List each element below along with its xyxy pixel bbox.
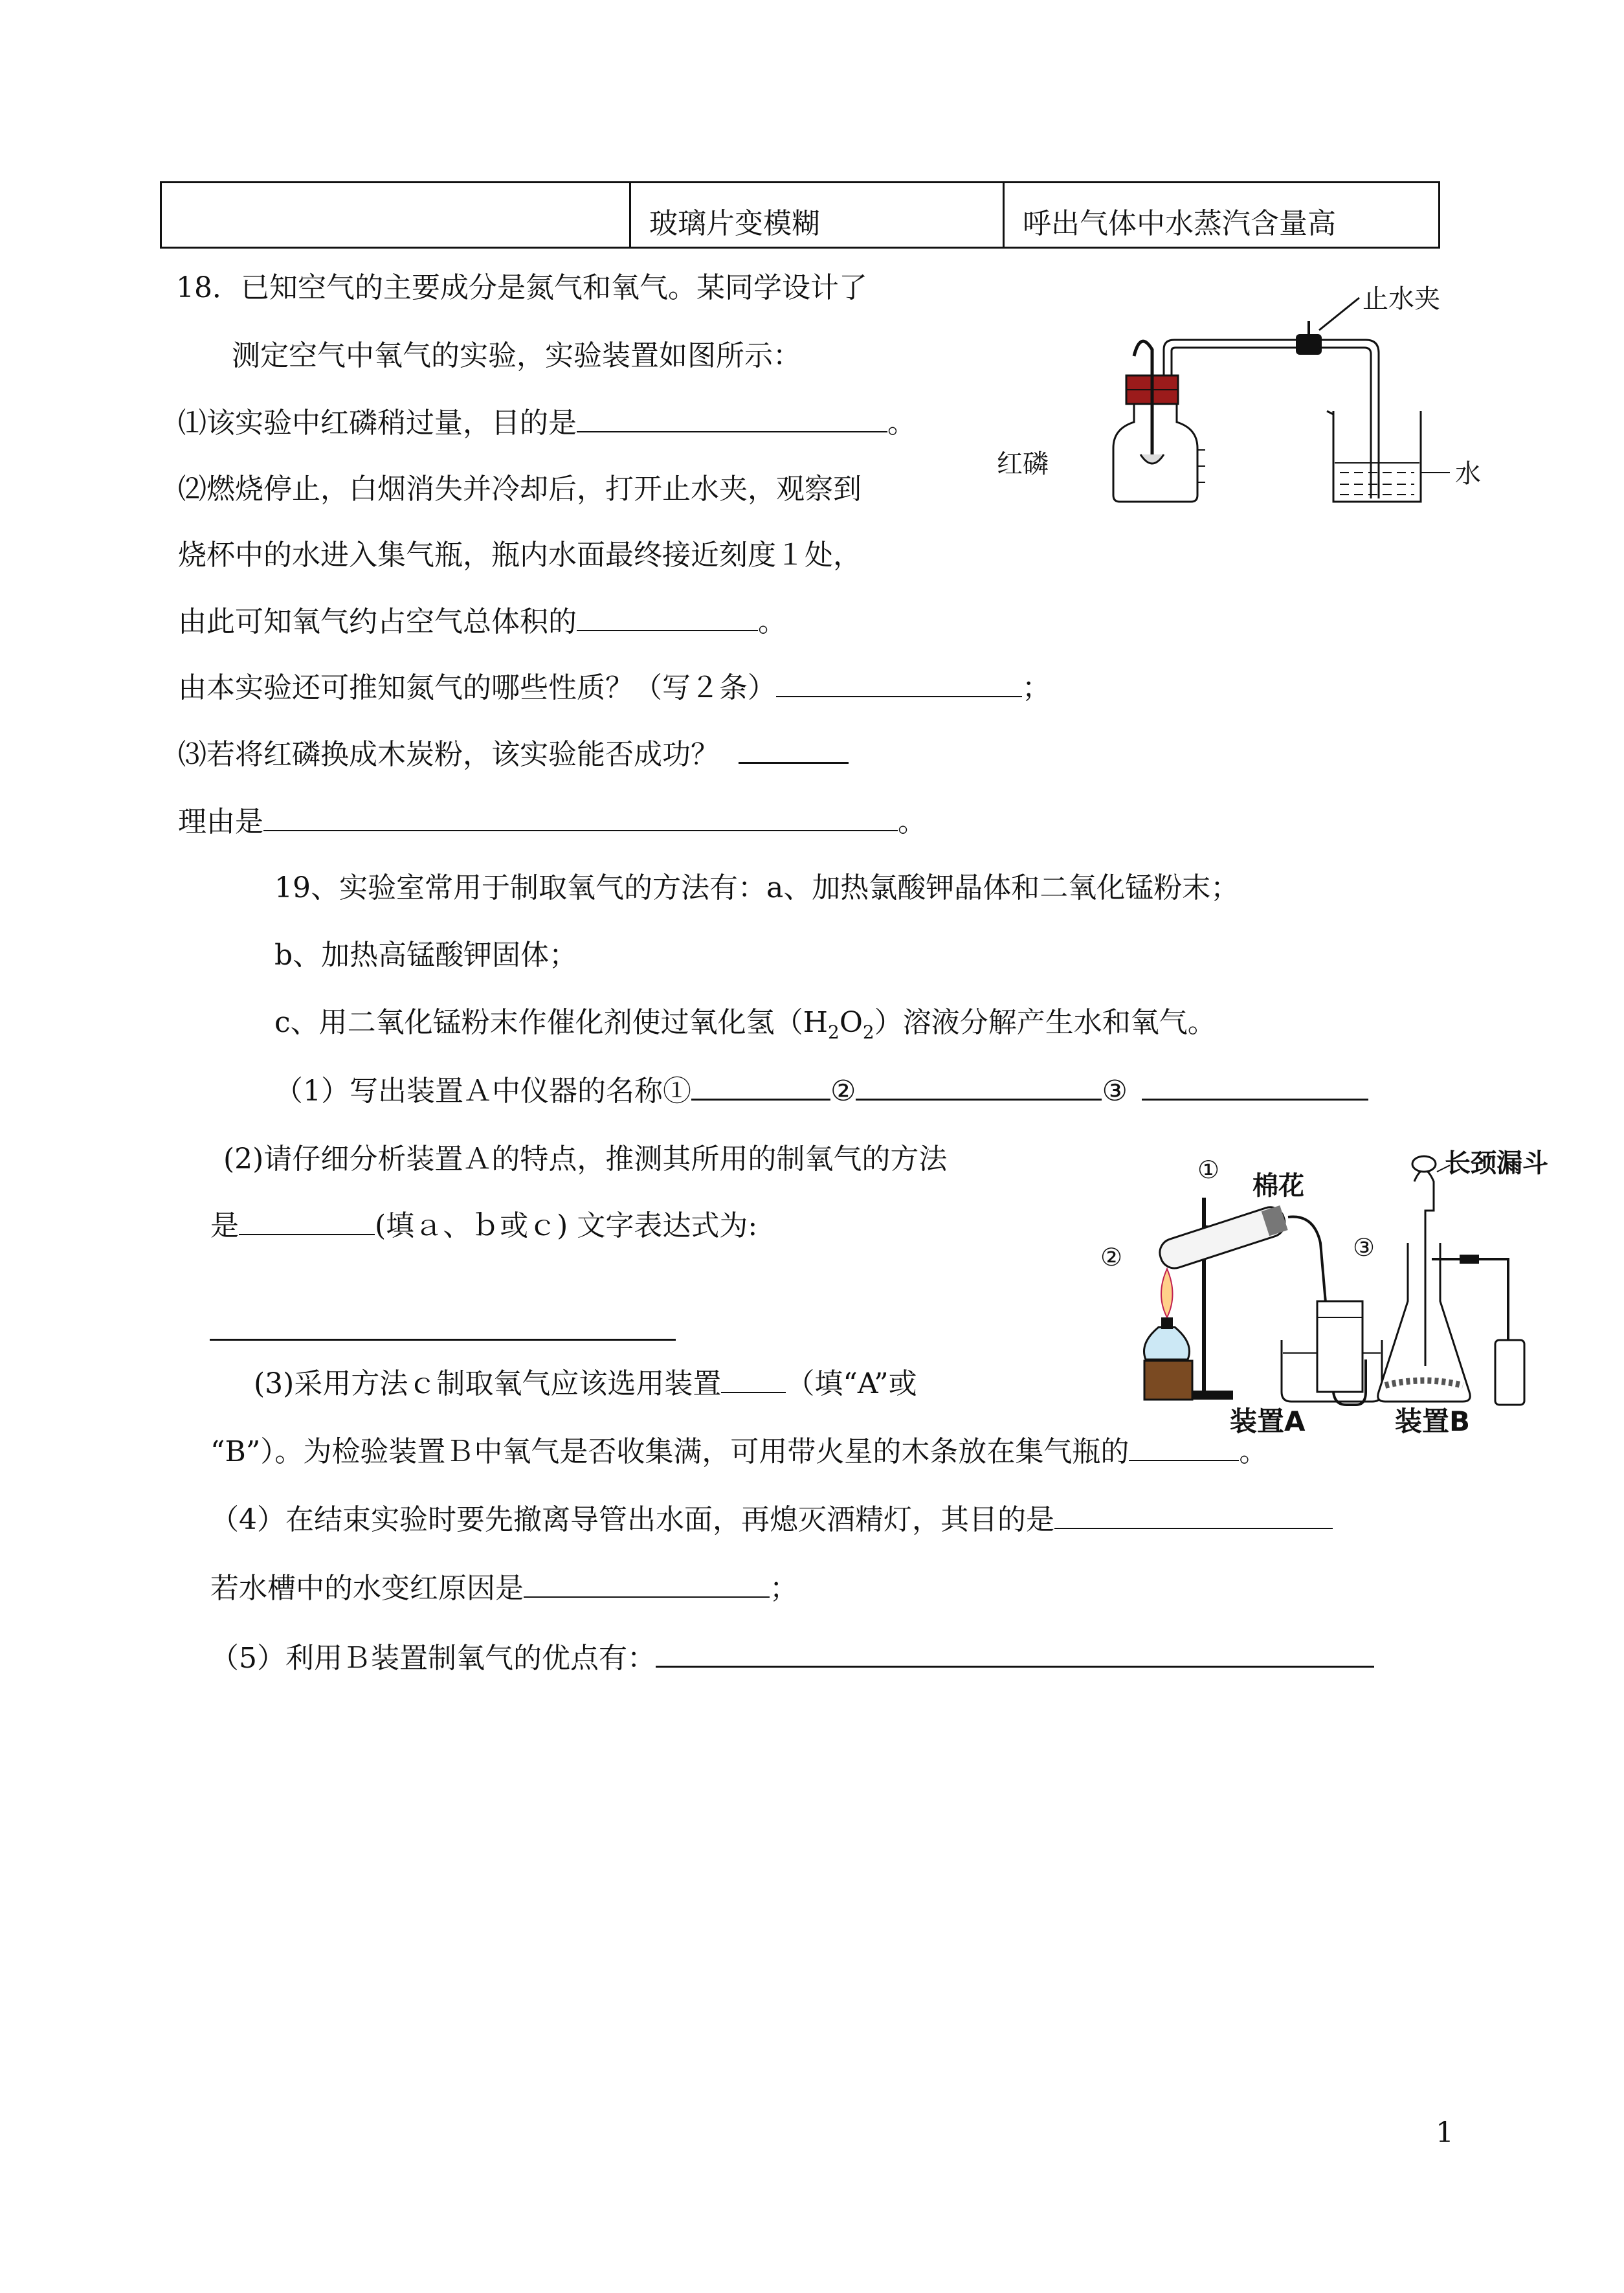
q19-line-5: (2)请仔细分析装置Ａ的特点，推测其所用的制氧气的方法 [223,1143,948,1176]
answer-blank[interactable] [776,670,1022,697]
q19-line-4: （1）写出装置Ａ中仪器的名称① ② ③ [274,1072,1368,1111]
answer-blank[interactable] [263,804,898,831]
clamp-label: 止水夹 [1363,284,1440,314]
answer-blank[interactable] [856,1073,1102,1101]
label-1: ① [1197,1156,1220,1184]
q18-line-9: 理由是 。 [178,805,926,838]
answer-blank[interactable] [691,1073,830,1101]
device-b-label: 装置B [1395,1405,1471,1437]
table-cell [161,183,630,248]
q19-line-2: b、加热高锰酸钾固体； [274,939,578,972]
q18-line-7: 由本实验还可推知氮气的哪些性质？（写２条） ； [178,671,1051,704]
q18-line-3: ⑴该实验中红磷稍过量，目的是 。 [178,407,916,440]
q18-line-1: 18．已知空气的主要成分是氮气和氧气。某同学设计了 [176,271,867,304]
q18-line-2: 测定空气中氧气的实验，实验装置如图所示： [232,339,801,372]
oxygen-measurement-apparatus [997,278,1481,511]
q19-line-11: （5）利用Ｂ装置制氧气的优点有： [210,1639,1374,1678]
q19-line-10: 若水槽中的水变红原因是 ； [210,1572,798,1605]
table-row [161,183,1440,248]
q18-line-5: 烧杯中的水进入集气瓶，瓶内水面最终接近刻度１处， [178,539,862,572]
q19-line-7: (3)采用方法ｃ制取氧气应该选用装置 （填“A”或 [254,1367,917,1400]
q18-line-8: ⑶若将红磷换成木炭粉，该实验能否成功？ [178,735,849,774]
funnel-label: 长颈漏斗 [1445,1148,1548,1178]
q19-line-8: “B”）。为检验装置Ｂ中氧气是否收集满，可用带火星的木条放在集气瓶的 。 [210,1435,1268,1468]
answer-blank[interactable] [1054,1502,1333,1529]
device-a-label: 装置A [1230,1405,1306,1437]
answer-blank[interactable] [1129,1434,1239,1461]
q18-line-6: 由此可知氧气约占空气总体积的 。 [178,605,786,638]
label-3: ③ [1353,1233,1375,1262]
page-number: 1 [1436,2116,1454,2149]
result-table [160,181,1440,249]
answer-blank[interactable] [656,1640,1374,1668]
q19-line-6: 是 (填ａ、ｂ或ｃ) 文字表达式为: [210,1209,758,1242]
cotton-label: 棉花 [1252,1171,1304,1201]
q19-line-9: （4）在结束实验时要先撤离导管出水面，再熄灭酒精灯，其目的是 [210,1501,1333,1539]
answer-blank[interactable] [721,1366,786,1393]
answer-blank[interactable] [239,1208,375,1235]
answer-blank[interactable] [739,736,849,764]
water-label: 水 [1455,459,1481,489]
red-phosphorus-label: 红磷 [997,449,1049,479]
q19-line-3: c、用二氧化锰粉末作催化剂使过氧化氢$(H_2O_2)$溶液分解产生水和氧气。 [274,1006,1216,1043]
table-cell: 呼出气体中水蒸汽含量高 [1004,183,1440,248]
answer-blank[interactable] [1142,1073,1368,1101]
q19-line-1: 19、实验室常用于制取氧气的方法有：a、加热氯酸钾晶体和二氧化锰粉末； [274,871,1240,904]
table-cell: 玻璃片变模糊 [630,183,1004,248]
q18-line-4: ⑵燃烧停止，白烟消失并冷却后，打开止水夹，观察到 [178,473,862,506]
answer-blank[interactable] [577,405,887,432]
answer-blank[interactable] [524,1571,770,1598]
answer-line-expression[interactable] [210,1339,676,1341]
oxygen-preparation-apparatus [1100,1146,1548,1437]
answer-blank[interactable] [577,604,758,631]
label-2: ② [1100,1243,1123,1271]
